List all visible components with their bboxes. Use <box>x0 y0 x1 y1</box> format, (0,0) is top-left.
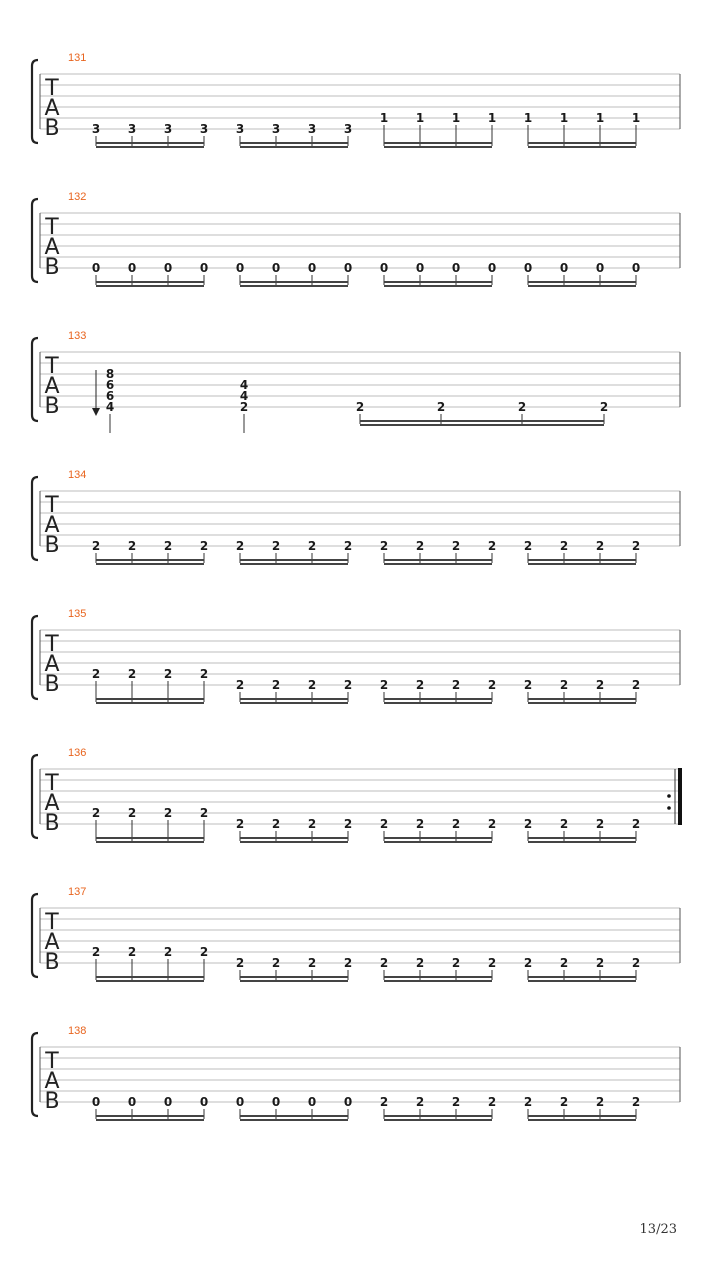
beam-primary <box>528 698 636 700</box>
beam-primary <box>384 142 492 144</box>
fret-number: 0 <box>379 261 389 275</box>
fret-number: 1 <box>487 111 497 125</box>
fret-number: 2 <box>379 817 389 831</box>
beam-primary <box>528 837 636 839</box>
tab-clef-letter: A <box>44 930 60 955</box>
beam-primary <box>384 837 492 839</box>
beam-primary <box>384 281 492 283</box>
fret-number: 2 <box>127 539 137 553</box>
fret-number: 2 <box>559 678 569 692</box>
fret-number: 2 <box>91 806 101 820</box>
fret-number: 2 <box>487 956 497 970</box>
tab-clef-letter: B <box>44 116 60 141</box>
beam-secondary <box>240 841 348 843</box>
fret-number: 2 <box>523 817 533 831</box>
fret-number: 3 <box>235 122 245 136</box>
fret-number: 2 <box>271 956 281 970</box>
fret-number: 8 <box>105 367 115 381</box>
fret-number: 2 <box>127 806 137 820</box>
beam-secondary <box>96 146 204 148</box>
beam-secondary <box>528 980 636 982</box>
beam-secondary <box>240 980 348 982</box>
fret-number: 2 <box>631 956 641 970</box>
tab-clef-letter: A <box>44 791 60 816</box>
fret-number: 0 <box>487 261 497 275</box>
fret-number: 2 <box>451 678 461 692</box>
beam-primary <box>240 281 348 283</box>
measure-number: 138 <box>68 1025 87 1037</box>
fret-number: 2 <box>559 539 569 553</box>
fret-number: 2 <box>599 400 609 414</box>
beam-primary <box>384 1115 492 1117</box>
fret-number: 2 <box>343 817 353 831</box>
fret-number: 2 <box>235 817 245 831</box>
measure-number: 135 <box>68 608 87 620</box>
fret-number: 0 <box>271 261 281 275</box>
beam-secondary <box>384 980 492 982</box>
fret-number: 2 <box>436 400 446 414</box>
beam-primary <box>528 281 636 283</box>
beam-secondary <box>96 285 204 287</box>
fret-number: 2 <box>523 678 533 692</box>
system-bracket <box>32 894 38 977</box>
beam-secondary <box>96 702 204 704</box>
fret-number: 2 <box>163 945 173 959</box>
fret-number: 2 <box>517 400 527 414</box>
beam-secondary <box>240 146 348 148</box>
tab-clef-letter: T <box>45 493 59 518</box>
beam-secondary <box>96 980 204 982</box>
beam-primary <box>360 420 604 422</box>
fret-number: 6 <box>105 378 115 392</box>
beam-primary <box>96 698 204 700</box>
repeat-dot <box>667 806 671 810</box>
fret-number: 0 <box>415 261 425 275</box>
fret-number: 2 <box>379 678 389 692</box>
beam-primary <box>240 837 348 839</box>
tab-clef-letter: B <box>44 394 60 419</box>
fret-number: 2 <box>271 539 281 553</box>
system-bracket <box>32 477 38 560</box>
system-bracket <box>32 1033 38 1116</box>
fret-number: 2 <box>595 1095 605 1109</box>
fret-number: 2 <box>631 817 641 831</box>
beam-secondary <box>528 146 636 148</box>
fret-number: 0 <box>163 1095 173 1109</box>
measure-134 <box>32 469 680 565</box>
beam-secondary <box>384 702 492 704</box>
fret-number: 3 <box>199 122 209 136</box>
beam-primary <box>96 142 204 144</box>
fret-number: 2 <box>379 1095 389 1109</box>
fret-number: 2 <box>127 945 137 959</box>
beam-primary <box>240 1115 348 1117</box>
fret-number: 3 <box>271 122 281 136</box>
fret-number: 0 <box>451 261 461 275</box>
fret-number: 0 <box>559 261 569 275</box>
fret-number: 2 <box>127 667 137 681</box>
tab-clef-letter: B <box>44 533 60 558</box>
fret-number: 1 <box>415 111 425 125</box>
beam-primary <box>384 559 492 561</box>
beam-primary <box>528 976 636 978</box>
beam-primary <box>384 976 492 978</box>
fret-number: 2 <box>559 1095 569 1109</box>
tab-clef-letter: B <box>44 950 60 975</box>
tab-clef-letter: A <box>44 513 60 538</box>
beam-secondary <box>528 841 636 843</box>
fret-number: 2 <box>91 667 101 681</box>
fret-number: 2 <box>631 1095 641 1109</box>
tab-clef-letter: B <box>44 1089 60 1114</box>
fret-number: 1 <box>523 111 533 125</box>
beam-primary <box>96 976 204 978</box>
measure-135 <box>32 608 680 704</box>
fret-number: 2 <box>163 539 173 553</box>
fret-number: 2 <box>307 817 317 831</box>
fret-number: 2 <box>199 806 209 820</box>
fret-number: 2 <box>355 400 365 414</box>
repeat-dot <box>667 794 671 798</box>
beam-secondary <box>528 563 636 565</box>
fret-number: 2 <box>595 678 605 692</box>
measure-136 <box>32 747 680 843</box>
measure-137 <box>32 886 680 982</box>
tab-clef-letter: A <box>44 1069 60 1094</box>
beam-primary <box>240 142 348 144</box>
fret-number: 1 <box>451 111 461 125</box>
measure-138 <box>32 1025 680 1121</box>
fret-number: 2 <box>415 817 425 831</box>
beam-secondary <box>240 1119 348 1121</box>
beam-secondary <box>528 285 636 287</box>
fret-number: 2 <box>487 539 497 553</box>
fret-number: 0 <box>271 1095 281 1109</box>
beam-primary <box>528 1115 636 1117</box>
tab-clef-letter: A <box>44 96 60 121</box>
tab-clef-letter: T <box>45 76 59 101</box>
fret-number: 2 <box>271 817 281 831</box>
fret-number: 2 <box>415 956 425 970</box>
tab-clef-letter: T <box>45 771 59 796</box>
fret-number: 2 <box>235 678 245 692</box>
fret-number: 0 <box>343 1095 353 1109</box>
tab-clef-letter: A <box>44 652 60 677</box>
fret-number: 0 <box>307 261 317 275</box>
fret-number: 2 <box>559 817 569 831</box>
strum-arrow-head <box>92 408 100 416</box>
fret-number: 2 <box>379 539 389 553</box>
measure-133 <box>32 330 680 433</box>
measure-132 <box>32 191 680 287</box>
measure-number: 131 <box>68 52 87 64</box>
measure-number: 132 <box>68 191 87 203</box>
beam-secondary <box>240 563 348 565</box>
tab-clef-letter: T <box>45 354 59 379</box>
fret-number: 1 <box>631 111 641 125</box>
tab-clef-letter: T <box>45 215 59 240</box>
fret-number: 2 <box>91 945 101 959</box>
system-bracket <box>32 755 38 838</box>
beam-primary <box>96 1115 204 1117</box>
fret-number: 2 <box>271 678 281 692</box>
fret-number: 2 <box>199 539 209 553</box>
fret-number: 2 <box>487 817 497 831</box>
fret-number: 3 <box>163 122 173 136</box>
beam-secondary <box>384 285 492 287</box>
fret-number: 0 <box>91 261 101 275</box>
measure-131 <box>32 52 680 148</box>
beam-secondary <box>384 1119 492 1121</box>
fret-number: 0 <box>163 261 173 275</box>
fret-number: 3 <box>127 122 137 136</box>
measure-number: 133 <box>68 330 87 342</box>
measure-number: 137 <box>68 886 87 898</box>
beam-secondary <box>240 702 348 704</box>
fret-number: 2 <box>307 956 317 970</box>
beam-primary <box>240 976 348 978</box>
fret-number: 0 <box>91 1095 101 1109</box>
fret-number: 1 <box>595 111 605 125</box>
tab-clef-letter: B <box>44 255 60 280</box>
fret-number: 2 <box>235 956 245 970</box>
fret-number: 2 <box>343 539 353 553</box>
fret-number: 2 <box>199 667 209 681</box>
beam-secondary <box>96 1119 204 1121</box>
fret-number: 6 <box>105 389 115 403</box>
beam-primary <box>384 698 492 700</box>
fret-number: 2 <box>163 667 173 681</box>
measure-number: 136 <box>68 747 87 759</box>
beam-secondary <box>96 841 204 843</box>
fret-number: 2 <box>451 1095 461 1109</box>
fret-number: 0 <box>127 1095 137 1109</box>
fret-number: 2 <box>199 945 209 959</box>
beam-secondary <box>528 1119 636 1121</box>
fret-number: 2 <box>451 817 461 831</box>
fret-number: 4 <box>239 378 249 392</box>
fret-number: 2 <box>487 1095 497 1109</box>
beam-primary <box>96 559 204 561</box>
fret-number: 0 <box>307 1095 317 1109</box>
fret-number: 2 <box>451 539 461 553</box>
tab-clef-letter: T <box>45 1049 59 1074</box>
beam-secondary <box>528 702 636 704</box>
fret-number: 2 <box>595 956 605 970</box>
system-bracket <box>32 338 38 421</box>
beam-primary <box>96 837 204 839</box>
fret-number: 0 <box>523 261 533 275</box>
fret-number: 0 <box>595 261 605 275</box>
fret-number: 2 <box>343 678 353 692</box>
fret-number: 2 <box>595 539 605 553</box>
fret-number: 3 <box>307 122 317 136</box>
tab-clef-letter: A <box>44 235 60 260</box>
fret-number: 0 <box>127 261 137 275</box>
tab-clef-letter: T <box>45 632 59 657</box>
beam-secondary <box>360 424 604 426</box>
fret-number: 3 <box>91 122 101 136</box>
beam-primary <box>240 559 348 561</box>
system-bracket <box>32 616 38 699</box>
fret-number: 2 <box>163 806 173 820</box>
fret-number: 2 <box>631 678 641 692</box>
system-bracket <box>32 60 38 143</box>
fret-number: 2 <box>523 539 533 553</box>
fret-number: 2 <box>307 539 317 553</box>
fret-number: 0 <box>199 261 209 275</box>
tab-clef-letter: T <box>45 910 59 935</box>
tab-clef-letter: B <box>44 672 60 697</box>
fret-number: 3 <box>343 122 353 136</box>
fret-number: 2 <box>343 956 353 970</box>
beam-secondary <box>384 841 492 843</box>
page-number: 13/23 <box>639 1222 677 1237</box>
beam-secondary <box>96 563 204 565</box>
beam-secondary <box>384 563 492 565</box>
fret-number: 2 <box>595 817 605 831</box>
fret-number: 2 <box>307 678 317 692</box>
tab-clef-letter: B <box>44 811 60 836</box>
fret-number: 2 <box>487 678 497 692</box>
fret-number: 2 <box>415 678 425 692</box>
fret-number: 0 <box>235 1095 245 1109</box>
fret-number: 2 <box>415 1095 425 1109</box>
fret-number: 2 <box>523 1095 533 1109</box>
fret-number: 0 <box>343 261 353 275</box>
fret-number: 4 <box>105 400 115 414</box>
beam-secondary <box>240 285 348 287</box>
fret-number: 1 <box>379 111 389 125</box>
fret-number: 2 <box>559 956 569 970</box>
fret-number: 4 <box>239 389 249 403</box>
beam-primary <box>528 142 636 144</box>
beam-primary <box>240 698 348 700</box>
fret-number: 0 <box>199 1095 209 1109</box>
fret-number: 2 <box>239 400 249 414</box>
fret-number: 2 <box>631 539 641 553</box>
fret-number: 0 <box>235 261 245 275</box>
tab-clef-letter: A <box>44 374 60 399</box>
system-bracket <box>32 199 38 282</box>
fret-number: 2 <box>235 539 245 553</box>
fret-number: 2 <box>523 956 533 970</box>
measure-number: 134 <box>68 469 87 481</box>
beam-primary <box>96 281 204 283</box>
fret-number: 2 <box>379 956 389 970</box>
fret-number: 2 <box>451 956 461 970</box>
fret-number: 2 <box>415 539 425 553</box>
fret-number: 1 <box>559 111 569 125</box>
beam-primary <box>528 559 636 561</box>
beam-secondary <box>384 146 492 148</box>
fret-number: 2 <box>91 539 101 553</box>
fret-number: 0 <box>631 261 641 275</box>
